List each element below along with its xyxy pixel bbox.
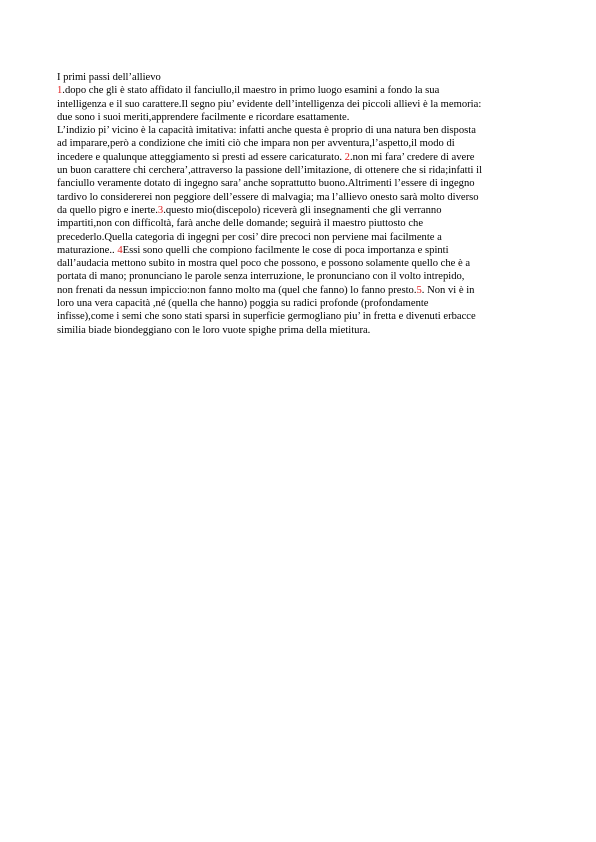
text-line [57,164,549,177]
text-line [57,137,549,150]
text-line [57,244,549,257]
text-segment: .non mi fara’ credere di avere [349,151,475,163]
text-line [57,204,549,217]
section-number: 1 [57,85,63,97]
text-line [57,84,549,97]
text-line [57,98,549,111]
text-segment: tardivo lo considererei non peggiore dell’essere di malvagia; ma l’allievo onesto sarà molto diverso [57,191,479,203]
text-line [57,257,549,270]
text-segment: non frenati da nessun impiccio:non fanno molto ma (quel che fanno) lo fanno presto. [57,284,417,296]
text-segment: impartiti,non con difficoltà, farà anche delle domande; seguirà il maestro piuttosto che [57,218,424,230]
paragraph-lines [57,84,549,337]
section-number: 3 [157,204,164,216]
text-segment: fanciullo veramente dotato di ingegno sara’ anche soprattutto buono.Altrimenti l’essere di ingegno [57,178,475,190]
text-line [57,270,549,283]
text-line [57,111,549,124]
text-segment: .questo mio(discepolo) riceverà gli insegnamenti che gli verranno [163,204,442,216]
document-title: I primi passi dell’allievo [57,72,161,83]
text-segment: intelligenza e il suo carattere.Il segno piu’ evidente dell’intelligenza dei piccoli allievi è la memoria: [57,98,482,110]
text-line [57,310,549,323]
text-line [57,284,549,297]
text-line [57,217,549,230]
text-segment: infisse),come i semi che sono stati sparsi in superficie germogliano piu’ in fretta e divenuti erbacce [57,311,476,323]
text-segment: .dopo che gli è stato affidato il fanciullo,il maestro in primo luogo esamini a fondo la sua [62,85,440,97]
text-line [57,177,549,190]
text-line [57,231,549,244]
text-segment: dall’audacia mettono subito in mostra quel poco che possono, e possono solamente quello che è a [57,258,471,270]
section-number: 5 [416,284,422,296]
text-segment: ad imparare,però a condizione che imiti ciò che impara non per avventura,l’aspetto,il modo di [57,138,455,150]
text-segment: . Non vi è in [421,284,475,296]
document-body [57,71,549,337]
text-line [57,151,549,164]
text-segment: Essi sono quelli che compiono facilmente le cose di poca importanza e spinti [122,244,449,256]
text-segment: precederlo.Quella categoria di ingegni per cosi’ dire precoci non perviene mai facilmente a [57,231,442,243]
text-segment: incedere e qualunque atteggiamento si presti ad essere caricaturato. [57,151,345,163]
text-segment: portata di mano; pronunciano le parole senza interruzione, le pronunciano con il volto intrepido, [57,271,465,283]
section-number: 2 [344,151,350,163]
text-line [57,191,549,204]
text-line [57,297,549,310]
text-line [57,124,549,137]
section-number: 4 [117,244,123,256]
text-segment: loro una vera capacità ,né (quella che hanno) poggia su radici profonde (profondamente [57,298,429,310]
text-segment: un buon carattere chi cerchera’,attraverso la passione dell’imitazione, di ottenere che si rida;infatti il [57,165,483,177]
text-segment: L’indizio pi’ vicino è la capacità imitativa: infatti anche questa è proprio di una natura ben disposta [57,125,476,137]
text-segment: due sono i suoi meriti,apprendere facilmente e ricordare esattamente. [57,111,350,123]
text-segment: similia biade biondeggiano con le loro vuote spighe prima della mietitura. [57,324,371,336]
text-segment: da quello pigro e inerte. [57,204,158,216]
text-segment: maturazione.. [57,244,118,256]
text-line [57,324,549,337]
